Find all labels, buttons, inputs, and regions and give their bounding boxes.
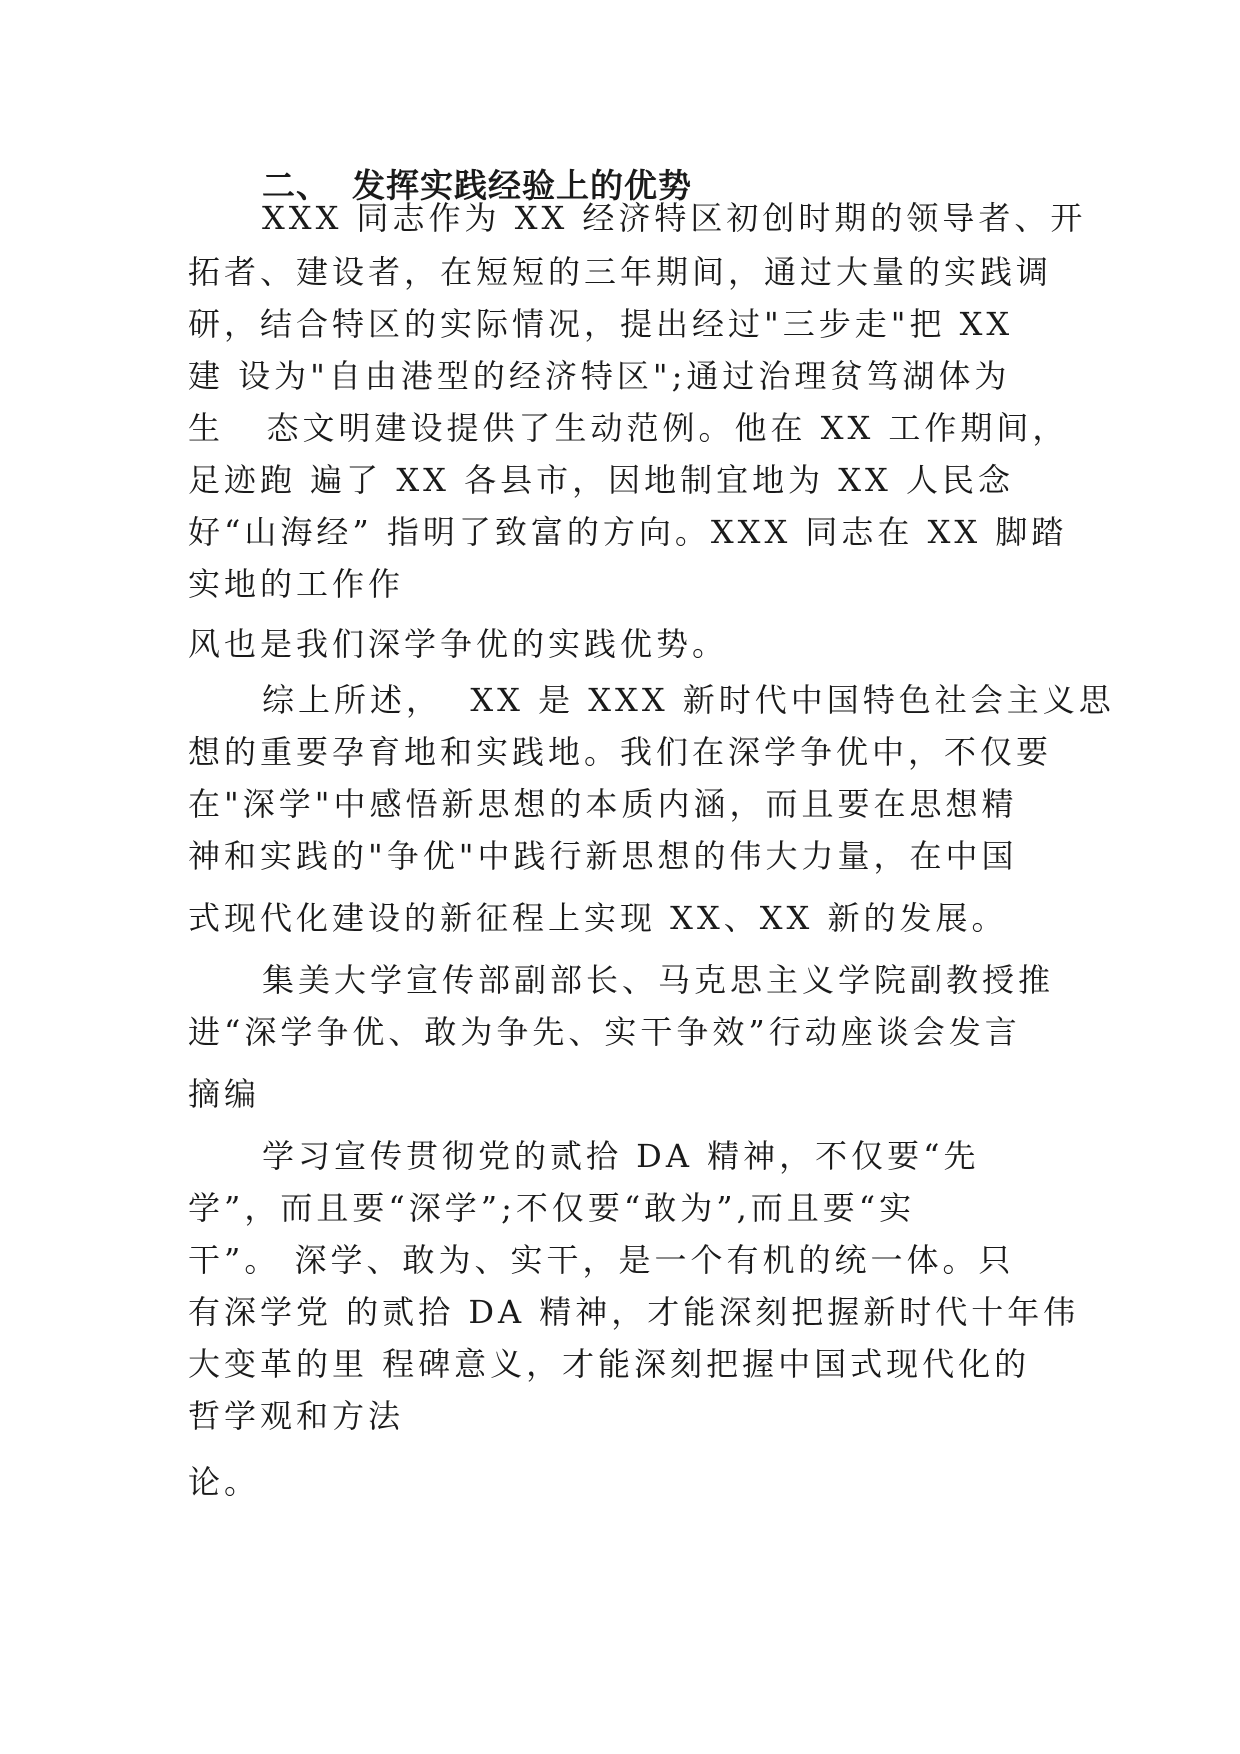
paragraph-line: 哲学观和方法	[188, 1397, 405, 1435]
paragraph-line: 集美大学宣传部副部长、马克思主义学院副教授推	[262, 961, 1055, 999]
section-number: 二、	[262, 166, 330, 205]
paragraph-line: 足迹跑 遍了 XX 各县市，因地制宜地为 XX 人民念	[188, 461, 1014, 499]
paragraph-line: 进“深学争优、敢为争先、实干争效”行动座谈会发言	[188, 1013, 1021, 1051]
section-title: 发挥实践经验上的优势	[352, 166, 692, 205]
paragraph-line: 实地的工作作	[188, 565, 405, 603]
paragraph-line: 摘编	[188, 1075, 261, 1113]
paragraph-line: XXX 同志作为 XX 经济特区初创时期的领导者、开	[262, 199, 1087, 237]
paragraph-line: 好“山海经” 指明了致富的方向。XXX 同志在 XX 脚踏	[188, 513, 1068, 551]
paragraph-line: 在"深学"中感悟新思想的本质内涵，而且要在思想精	[188, 785, 1018, 823]
paragraph-line: 有深学党 的贰拾 DA 精神，才能深刻把握新时代十年伟	[188, 1293, 1080, 1331]
paragraph-line: 综上所述， XX 是 XXX 新时代中国特色社会主义思	[262, 681, 1115, 719]
paragraph-line: 论。	[188, 1463, 261, 1501]
paragraph-line: 拓者、建设者，在短短的三年期间，通过大量的实践调	[188, 253, 1053, 291]
paragraph-line: 生 态文明建设提供了生动范例。他在 XX 工作期间，	[188, 409, 1069, 447]
paragraph-line: 干”。 深学、敢为、实干，是一个有机的统一体。只	[188, 1241, 1015, 1279]
paragraph-line: 想的重要孕育地和实践地。我们在深学争优中，不仅要	[188, 733, 1053, 771]
paragraph-line: 研，结合特区的实际情况，提出经过"三步走"把 XX	[188, 305, 1014, 343]
paragraph-line: 神和实践的"争优"中践行新思想的伟大力量，在中国	[188, 837, 1018, 875]
paragraph-line: 学习宣传贯彻党的贰拾 DA 精神，不仅要“先	[262, 1137, 980, 1175]
paragraph-line: 大变革的里 程碑意义，才能深刻把握中国式现代化的	[188, 1345, 1031, 1383]
paragraph-line: 风也是我们深学争优的实践优势。	[188, 625, 729, 663]
paragraph-line: 式现代化建设的新征程上实现 XX、XX 新的发展。	[188, 899, 1008, 937]
paragraph-line: 建 设为"自由港型的经济特区";通过治理贫笃湖体为	[188, 357, 1011, 395]
paragraph-line: 学”，而且要“深学”;不仅要“敢为”,而且要“实	[188, 1189, 916, 1227]
